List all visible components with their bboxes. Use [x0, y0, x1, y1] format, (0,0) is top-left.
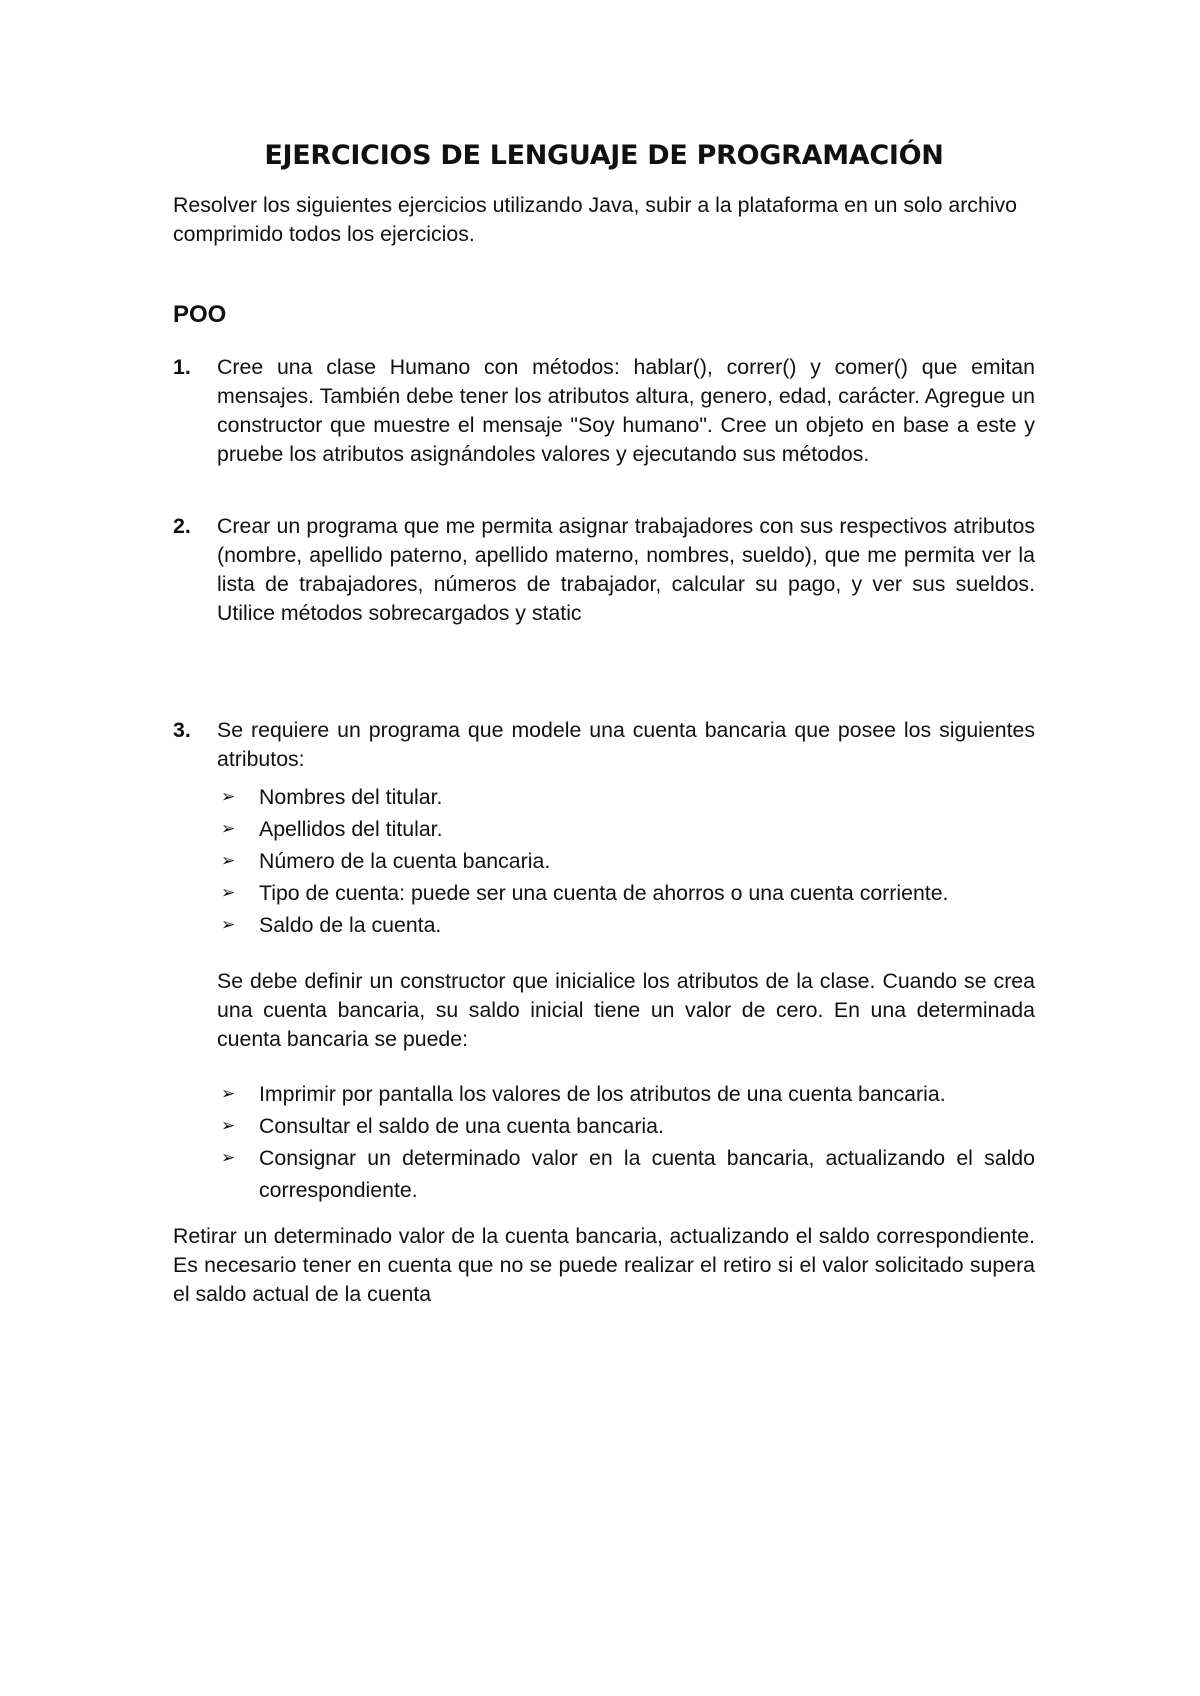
arrowhead-bullet-icon: ➢ [221, 1084, 236, 1104]
exercise-body [217, 512, 1035, 628]
section-heading-poo: POO [173, 301, 227, 328]
exercise-3 [173, 716, 1035, 1206]
arrowhead-bullet-icon: ➢ [221, 787, 236, 807]
exercise-number: 3. [173, 718, 191, 742]
constructor-paragraph: Se debe definir un constructor que inicialice los atributos de la clase. Cuando se crea una cuenta bancaria, su saldo inicial tiene un valor de cero. En una determinada cuenta bancaria se puede: [217, 969, 1035, 1051]
closing-paragraph: Retirar un determinado valor de la cuenta bancaria, actualizando el saldo correspondiente. Es necesario tener en cuenta que no se puede realizar el retiro si el valor solicitado supera el saldo actual de la cuenta [173, 1224, 1035, 1306]
exercise-2 [173, 512, 1035, 628]
document-title: EJERCICIOS DE LENGUAJE DE PROGRAMACIÓN [264, 140, 944, 171]
list-item-text: Saldo de la cuenta. [259, 913, 442, 937]
document-page [173, 140, 1035, 1309]
list-item [217, 1078, 1035, 1110]
exercise-body [217, 716, 1035, 1206]
exercise-text: Se requiere un programa que modele una cuenta bancaria que posee los siguientes atributos: [217, 718, 1035, 771]
list-item [217, 1142, 1035, 1206]
list-item [217, 845, 1035, 877]
list-item [217, 781, 1035, 813]
list-item-text: Tipo de cuenta: puede ser una cuenta de ahorros o una cuenta corriente. [259, 881, 949, 905]
list-item-text: Consultar el saldo de una cuenta bancaria. [259, 1114, 664, 1138]
arrowhead-bullet-icon: ➢ [221, 883, 236, 903]
list-item [217, 877, 1035, 909]
exercise-text: Cree una clase Humano con métodos: hablar(), correr() y comer() que emitan mensajes. También debe tener los atributos altura, genero, edad, carácter. Agregue un constructor que muestre el mensaje "Soy humano". Cree un objeto en base a este y pruebe los atributos asignándoles valores y ejecutando sus métodos. [217, 355, 1035, 466]
arrowhead-bullet-icon: ➢ [221, 915, 236, 935]
exercise-1 [173, 353, 1035, 469]
operations-list [217, 1078, 1035, 1206]
list-item-text: Imprimir por pantalla los valores de los atributos de una cuenta bancaria. [259, 1082, 946, 1106]
exercise-number: 1. [173, 355, 191, 379]
list-item [217, 909, 1035, 941]
arrowhead-bullet-icon: ➢ [221, 1116, 236, 1136]
arrowhead-bullet-icon: ➢ [221, 1148, 236, 1168]
exercise-number: 2. [173, 514, 191, 538]
list-item-text: Apellidos del titular. [259, 817, 443, 841]
list-item-text: Consignar un determinado valor en la cuenta bancaria, actualizando el saldo correspondiente. [259, 1146, 1035, 1202]
list-item-text: Número de la cuenta bancaria. [259, 849, 551, 873]
attribute-list [217, 781, 1035, 941]
list-item [217, 813, 1035, 845]
arrowhead-bullet-icon: ➢ [221, 851, 236, 871]
intro-paragraph: Resolver los siguientes ejercicios utilizando Java, subir a la plataforma en un solo archivo comprimido todos los ejercicios. [173, 193, 1018, 246]
list-item-text: Nombres del titular. [259, 785, 443, 809]
arrowhead-bullet-icon: ➢ [221, 819, 236, 839]
list-item [217, 1110, 1035, 1142]
exercise-body [217, 353, 1035, 469]
exercise-text: Crear un programa que me permita asignar trabajadores con sus respectivos atributos (nombre, apellido paterno, apellido materno, nombres, sueldo), que me permita ver la lista de trabajadores, números de trabajador, calcular su pago, y ver sus sueldos. Utilice métodos sobrecargados y static [217, 514, 1035, 625]
